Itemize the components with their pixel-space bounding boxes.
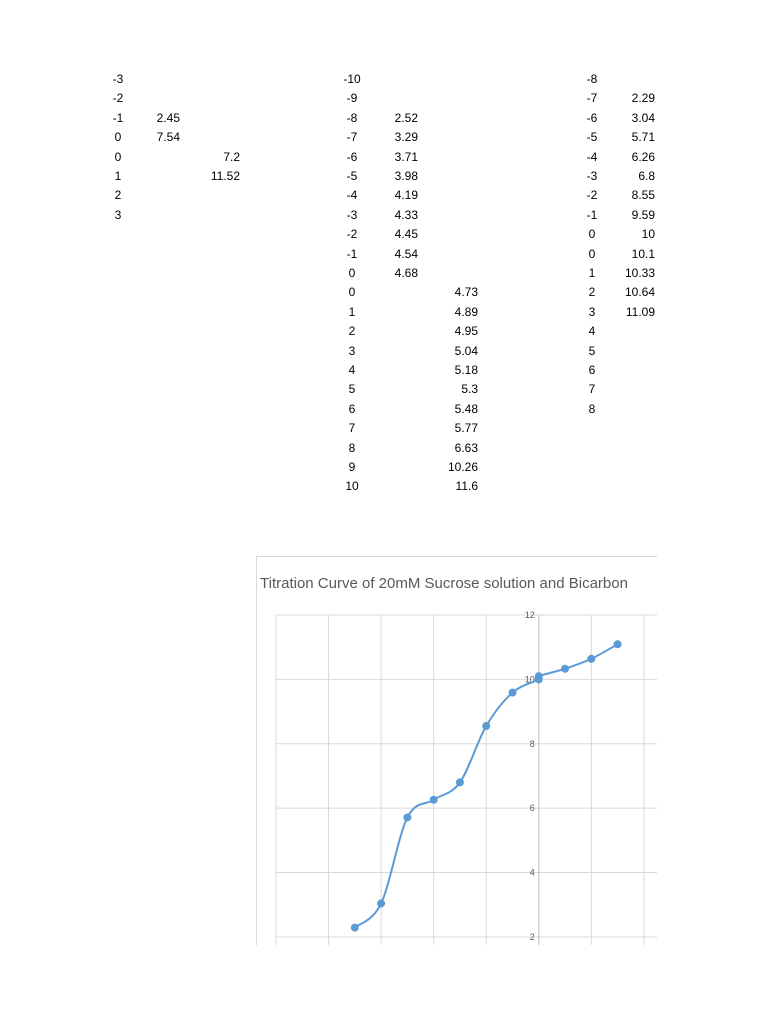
table2-col-b-cell[interactable]: 4.54 bbox=[394, 246, 418, 261]
y-tick-label: 2 bbox=[529, 931, 535, 942]
table3-col-a-cell[interactable]: 7 bbox=[588, 382, 596, 397]
table2-col-a-cell[interactable]: 6 bbox=[348, 401, 356, 416]
data-point bbox=[588, 655, 595, 662]
table2-col-c-cell[interactable]: 4.73 bbox=[454, 285, 478, 300]
table3-col-a-cell[interactable]: -5 bbox=[586, 130, 598, 145]
table3-col-b-cell[interactable]: 6.26 bbox=[631, 149, 655, 164]
table2-col-a-cell[interactable]: 4 bbox=[348, 363, 356, 377]
table2-col-a-cell[interactable]: 1 bbox=[348, 304, 356, 319]
table1-col-a-cell[interactable]: -2 bbox=[112, 91, 124, 106]
data-point bbox=[562, 665, 569, 672]
y-tick-label: 6 bbox=[529, 803, 535, 814]
table2-col-c-cell[interactable]: 5.77 bbox=[454, 421, 478, 436]
table3-col-a-cell[interactable]: -1 bbox=[586, 207, 598, 222]
table3-col-a-cell[interactable]: 2 bbox=[588, 285, 596, 300]
table3-col-a-cell[interactable]: 8 bbox=[588, 401, 596, 416]
table2-col-b-cell[interactable]: 4.19 bbox=[394, 188, 418, 203]
table2-col-c-cell[interactable]: 4.95 bbox=[454, 324, 478, 339]
table2-col-a-cell[interactable]: 2 bbox=[348, 324, 356, 339]
table3-col-b-cell[interactable]: 10 bbox=[641, 227, 655, 242]
table3-col-a-cell[interactable]: 3 bbox=[588, 304, 596, 319]
table1-col-a-cell[interactable]: 0 bbox=[114, 130, 122, 145]
table2-col-a-cell[interactable]: -9 bbox=[346, 91, 358, 106]
data-point bbox=[535, 673, 542, 680]
table2-col-c-cell[interactable]: 5.18 bbox=[454, 363, 478, 377]
table2-col-c-cell[interactable]: 6.63 bbox=[454, 440, 478, 455]
table3-col-b-cell[interactable]: 10.33 bbox=[624, 266, 655, 280]
table2-col-a-cell[interactable]: 7 bbox=[348, 421, 356, 436]
y-tick-label: 8 bbox=[529, 738, 535, 749]
table2-col-c-cell[interactable]: 10.26 bbox=[447, 460, 478, 474]
y-tick-label: 10 bbox=[524, 674, 535, 685]
table3-col-a-cell[interactable]: 1 bbox=[588, 266, 596, 280]
y-tick-label: 4 bbox=[529, 867, 535, 878]
table1-col-c-cell[interactable]: 11.52 bbox=[210, 169, 240, 183]
table3-col-a-cell[interactable]: -8 bbox=[586, 72, 598, 86]
chart-container[interactable] bbox=[256, 556, 657, 945]
table2-col-a-cell[interactable]: 3 bbox=[348, 343, 356, 358]
table2-col-b-cell[interactable]: 3.98 bbox=[394, 169, 418, 183]
table2-col-c-cell[interactable]: 5.04 bbox=[454, 343, 478, 358]
table2-col-b-cell[interactable]: 4.33 bbox=[394, 207, 418, 222]
y-tick-label: 12 bbox=[524, 610, 535, 620]
table2-col-a-cell[interactable]: -3 bbox=[346, 207, 358, 222]
table1-col-a-cell[interactable]: 1 bbox=[114, 169, 122, 183]
table3-col-a-cell[interactable]: 4 bbox=[588, 324, 596, 339]
table2-col-c-cell[interactable]: 4.89 bbox=[454, 304, 478, 319]
table2-col-a-cell[interactable]: -1 bbox=[346, 246, 358, 261]
table1-col-a-cell[interactable]: -3 bbox=[112, 72, 124, 86]
table3-col-b-cell[interactable]: 10.1 bbox=[631, 246, 655, 261]
table2-col-a-cell[interactable]: 0 bbox=[348, 266, 356, 280]
table2-col-b-cell[interactable]: 3.71 bbox=[394, 149, 418, 164]
table3-col-a-cell[interactable]: 6 bbox=[588, 363, 596, 377]
table2-col-a-cell[interactable]: 8 bbox=[348, 440, 356, 455]
table3-col-a-cell[interactable]: -2 bbox=[586, 188, 598, 203]
table3-col-b-cell[interactable]: 11.09 bbox=[625, 304, 655, 319]
table1-col-a-cell[interactable]: 3 bbox=[114, 207, 122, 222]
table2-col-a-cell[interactable]: -8 bbox=[346, 110, 358, 125]
table3-col-a-cell[interactable]: -3 bbox=[586, 169, 598, 183]
table2-col-b-cell[interactable]: 4.68 bbox=[394, 266, 418, 280]
table2-col-a-cell[interactable]: 5 bbox=[348, 382, 356, 397]
table1-col-c-cell[interactable]: 7.2 bbox=[223, 149, 240, 164]
table3-col-a-cell[interactable]: -6 bbox=[586, 110, 598, 125]
table1-col-a-cell[interactable]: 0 bbox=[114, 149, 122, 164]
table2-col-b-cell[interactable]: 4.45 bbox=[394, 227, 418, 242]
table3-col-b-cell[interactable]: 8.55 bbox=[631, 188, 655, 203]
table3-col-b-cell[interactable]: 6.8 bbox=[638, 169, 655, 183]
table2-col-a-cell[interactable]: -6 bbox=[346, 149, 358, 164]
table3-col-b-cell[interactable]: 5.71 bbox=[631, 130, 655, 145]
data-point bbox=[430, 796, 437, 803]
table2-col-a-cell[interactable]: -2 bbox=[346, 227, 358, 242]
table2-col-a-cell[interactable]: 0 bbox=[348, 285, 356, 300]
data-point bbox=[378, 900, 385, 907]
table3-col-a-cell[interactable]: 0 bbox=[588, 227, 596, 242]
data-point bbox=[351, 924, 358, 931]
table1-col-a-cell[interactable]: 2 bbox=[114, 188, 122, 203]
data-point bbox=[509, 689, 516, 696]
data-point bbox=[404, 814, 411, 821]
table3-col-a-cell[interactable]: -4 bbox=[586, 149, 598, 164]
table2-col-b-cell[interactable]: 3.29 bbox=[394, 130, 418, 145]
table2-col-c-cell[interactable]: 11.6 bbox=[455, 479, 478, 494]
data-point bbox=[614, 641, 621, 648]
table2-col-a-cell[interactable]: 10 bbox=[345, 479, 359, 494]
table2-col-c-cell[interactable]: 5.48 bbox=[454, 401, 478, 416]
table2-col-c-cell[interactable]: 5.3 bbox=[461, 382, 478, 397]
data-point bbox=[483, 723, 490, 730]
table3-col-b-cell[interactable]: 2.29 bbox=[631, 91, 655, 106]
chart-plot bbox=[257, 557, 657, 945]
table2-col-a-cell[interactable]: -5 bbox=[346, 169, 358, 183]
table1-col-b-cell[interactable]: 2.45 bbox=[156, 110, 180, 125]
table1-col-b-cell[interactable]: 7.54 bbox=[156, 130, 180, 145]
table3-col-b-cell[interactable]: 9.59 bbox=[631, 207, 655, 222]
table2-col-b-cell[interactable]: 2.52 bbox=[394, 110, 418, 125]
table3-col-b-cell[interactable]: 3.04 bbox=[631, 110, 655, 125]
table2-col-a-cell[interactable]: 9 bbox=[348, 460, 356, 474]
table3-col-a-cell[interactable]: -7 bbox=[586, 91, 598, 106]
data-point bbox=[456, 779, 463, 786]
table1-col-a-cell[interactable]: -1 bbox=[112, 110, 124, 125]
table2-col-a-cell[interactable]: -10 bbox=[343, 72, 361, 86]
table3-col-a-cell[interactable]: 5 bbox=[588, 343, 596, 358]
table2-col-a-cell[interactable]: -7 bbox=[346, 130, 358, 145]
table2-col-a-cell[interactable]: -4 bbox=[346, 188, 358, 203]
table3-col-b-cell[interactable]: 10.64 bbox=[624, 285, 655, 300]
table3-col-a-cell[interactable]: 0 bbox=[588, 246, 596, 261]
chart-title: Titration Curve of 20mM Sucrose solution and Bicarbon bbox=[260, 575, 628, 592]
